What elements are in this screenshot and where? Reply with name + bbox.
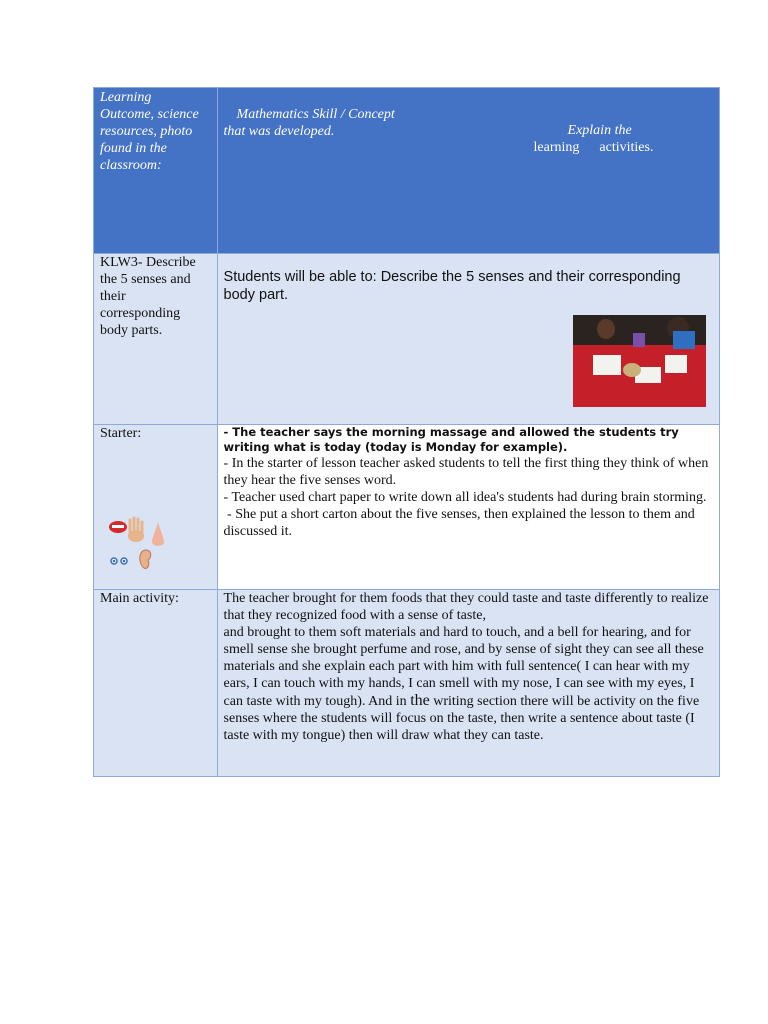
header-col2	[217, 88, 719, 254]
outcome-label-line: their	[100, 289, 126, 304]
header-col3-line1: Explain the	[567, 123, 632, 138]
five-senses-icon	[108, 516, 168, 572]
starter-row	[94, 425, 720, 590]
outcome-label-line: corresponding	[100, 306, 181, 321]
header-col3-word2: activities.	[599, 140, 654, 155]
starter-label: Starter:	[100, 426, 142, 441]
starter-text-cell	[217, 425, 719, 590]
header-col2-line1: Mathematics Skill / Concept	[236, 107, 395, 122]
header-col2-line2: that was developed.	[223, 124, 335, 139]
header-col1-line: resources, photo	[100, 124, 193, 139]
header-col3-word1: learning	[533, 140, 580, 155]
header-col1-line: classroom:	[100, 158, 162, 173]
main-activity-label: Main activity:	[100, 591, 179, 606]
main-activity-text-cell	[217, 590, 719, 777]
starter-line: - In the starter of lesson teacher asked students to tell the first thing they think of when they hear the five senses word.	[223, 456, 709, 488]
header-col1-line: Outcome, science	[100, 107, 199, 122]
main-activity-text-a: The teacher brought for them foods that they could taste and taste differently to realize that they recognized food with a sense of taste,	[223, 591, 709, 623]
outcome-label-cell	[94, 254, 218, 425]
outcome-label-line: KLW3- Describe	[100, 255, 196, 270]
outcome-text: Students will be able to: Describe the 5 senses and their corresponding body part.	[223, 269, 681, 303]
starter-line: - Teacher used chart paper to write down all idea's students had during brain storming.	[223, 490, 707, 505]
starter-bold-line2: writing what is today (today is Monday for example).	[223, 440, 568, 454]
header-col1-line: found in the	[100, 141, 167, 156]
main-activity-text-b-wrap	[224, 624, 713, 744]
lesson-table	[93, 87, 720, 777]
starter-bold-line1: - The teacher says the morning massage and allowed the students try	[223, 425, 679, 439]
main-activity-text-b: and brought to them soft materials and hard to touch, and a bell for hearing, and for smell sense she brought perfume and rose, and by sense of sight they can see all these materials and she explain each part with him with full sentence( I can hear with my ears, I can touch with my hands, I can smell with my nose, I can see with my eyes, I can taste with my tough). And in	[223, 625, 704, 709]
classroom-photo-icon	[573, 315, 706, 407]
starter-line: - She put a short carton about the five senses, then explained the lesson to them and discussed it.	[223, 507, 699, 539]
header-col1	[94, 88, 218, 254]
header-col1-line: Learning	[100, 90, 152, 105]
main-activity-row	[94, 590, 720, 777]
outcome-label-line: the 5 senses and	[100, 272, 191, 287]
main-activity-text-c: writing section there will be activity on the five senses where the students will focus on the taste, then write a sentence about taste (I taste with my tongue) then will draw what they can taste.	[223, 694, 700, 743]
main-activity-text-the: the	[410, 692, 430, 709]
outcome-label-line: body parts.	[100, 323, 163, 338]
main-activity-label-cell	[94, 590, 218, 777]
header-row	[94, 88, 720, 254]
